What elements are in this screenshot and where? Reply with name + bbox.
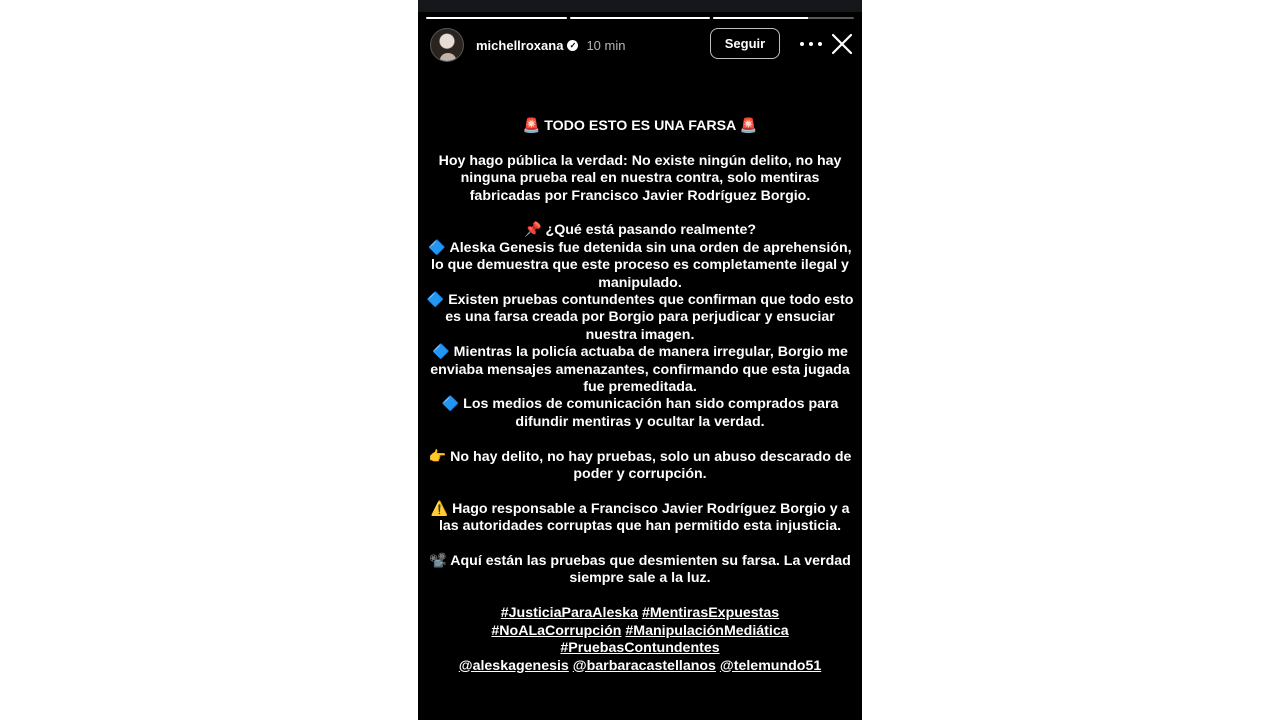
post-time: 10 min: [586, 37, 626, 53]
avatar[interactable]: [430, 28, 464, 62]
hashtags: [426, 605, 854, 657]
post-point: 🔷 Los medios de comunicación han sido comprados para difundir mentiras y ocultar la verdad.: [441, 396, 839, 430]
post-point: 🔷 Aleska Genesis fue detenida sin una orden de aprehensión, lo que demuestra que este proceso es completamente ilegal y manipulado.: [428, 239, 852, 291]
mention-link[interactable]: @barbaracastellanos: [572, 657, 716, 674]
story-progress-bar: [426, 17, 854, 19]
hashtag-link[interactable]: #PruebasContundentes: [560, 640, 720, 657]
username[interactable]: michellroxana: [476, 37, 564, 53]
post-point: 🔷 Existen pruebas contundentes que confirman que todo esto es una farsa creada por Borgio para perjudicar y ensuciar nuestra imagen.: [426, 292, 854, 343]
mention-link[interactable]: @aleskagenesis: [458, 657, 569, 674]
progress-fill-2: [570, 17, 711, 19]
post-evidence: 📽️ Aquí están las pruebas que desmienten su farsa. La verdad siempre sale a la luz.: [429, 553, 851, 587]
progress-segment-2: [570, 17, 711, 19]
hashtag-link[interactable]: #JusticiaParaAleska: [500, 605, 639, 622]
mentions: [426, 658, 854, 675]
post-title: 🚨 TODO ESTO ES UNA FARSA 🚨: [522, 118, 758, 134]
verified-badge-icon: ✓: [567, 40, 578, 51]
progress-segment-3: [713, 17, 854, 19]
post-intro: Hoy hago pública la verdad: No existe ningún delito, no hay ninguna prueba real en nuestra contra, solo mentiras fabricadas por Francisco Javier Rodríguez Borgio.: [438, 152, 842, 204]
post-question: 📌 ¿Qué está pasando realmente?: [523, 222, 757, 239]
story-header: [430, 28, 854, 62]
hashtag-link[interactable]: #ManipulaciónMediática: [625, 622, 789, 639]
post-point: 🔷 Mientras la policía actuaba de manera irregular, Borgio me enviaba mensajes amenazantes, confirmando que esta jugada fue premeditada.: [430, 344, 850, 396]
follow-button[interactable]: Seguir: [710, 28, 780, 59]
post-warning: ⚠️ Hago responsable a Francisco Javier Rodríguez Borgio y a las autoridades corruptas que han permitido esta injusticia.: [430, 500, 850, 535]
progress-fill-3: [713, 17, 807, 19]
story-text: [426, 118, 854, 675]
hashtag-link[interactable]: #NoALaCorrupción: [491, 622, 622, 639]
progress-segment-1: [426, 17, 567, 19]
hashtag-link[interactable]: #MentirasExpuestas: [641, 605, 780, 622]
close-icon[interactable]: [830, 32, 854, 56]
story-viewer[interactable]: [418, 0, 862, 720]
post-statement: 👉 No hay delito, no hay pruebas, solo un abuso descarado de poder y corrupción.: [428, 448, 852, 483]
mention-link[interactable]: @telemundo51: [719, 657, 822, 674]
more-options-icon[interactable]: [800, 34, 822, 54]
story-top-edge: [418, 0, 862, 12]
progress-fill-1: [426, 17, 567, 19]
